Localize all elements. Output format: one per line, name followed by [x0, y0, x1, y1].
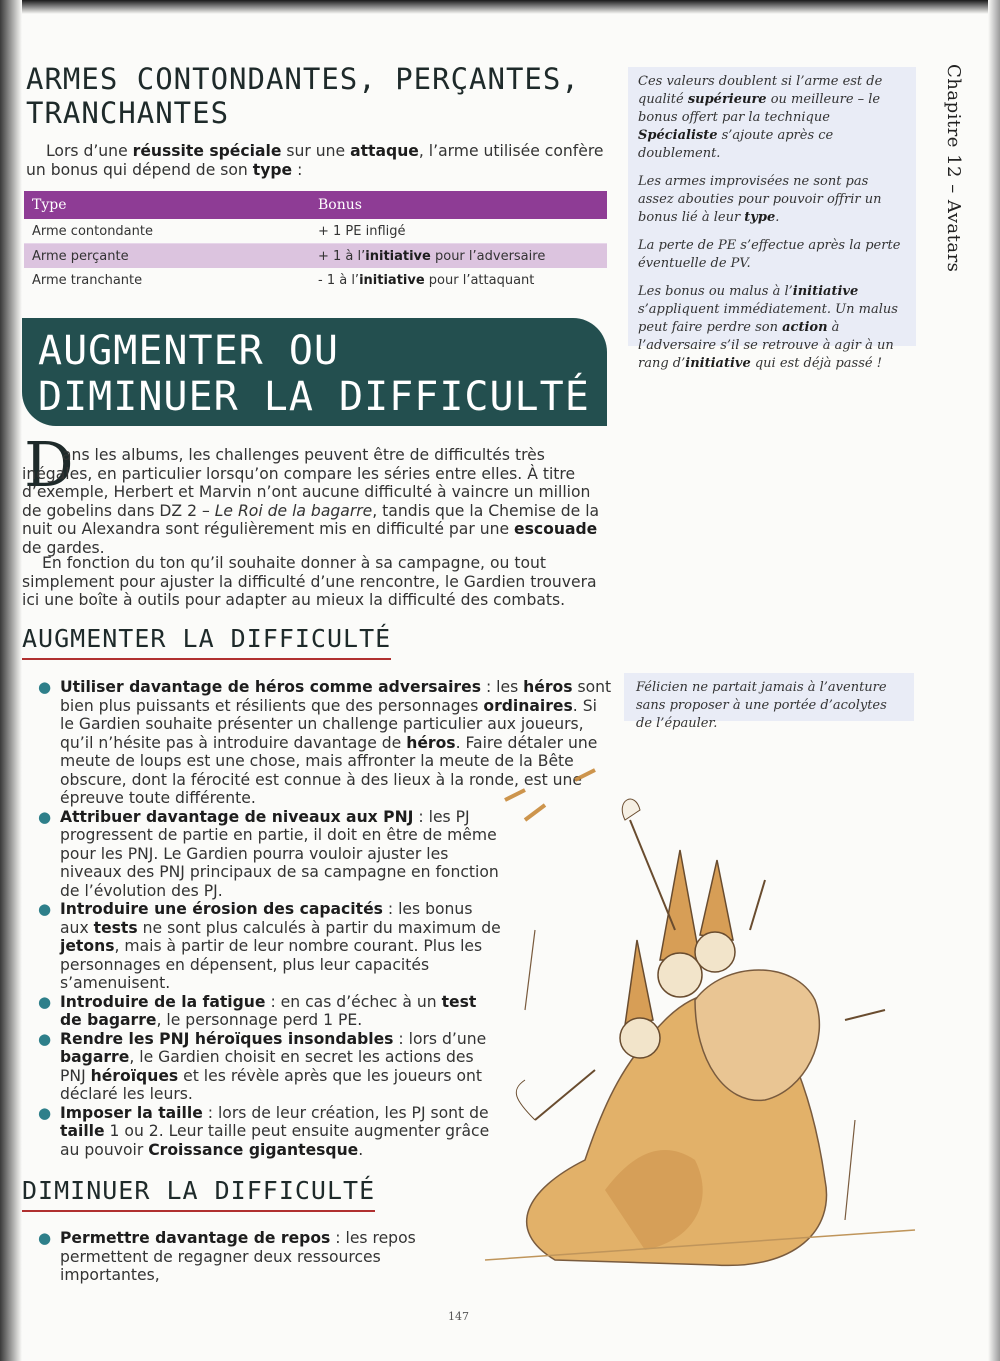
illustration-gnome-tower: [465, 760, 945, 1280]
sidebar-note: [638, 173, 906, 227]
bullet-icon: ●: [38, 1029, 52, 1048]
table-cell-type: Arme tranchante: [32, 272, 143, 288]
bold-term: action: [782, 320, 828, 335]
text-run: à l’adversaire s’il se retrouve à agir à un rang d’: [638, 320, 894, 371]
bullet-icon: ●: [38, 900, 52, 918]
list-item: [28, 993, 503, 1030]
table-cell-type: Arme contondante: [24, 219, 310, 244]
text-run: : lors de leur création, les PJ sont de: [202, 1103, 489, 1122]
list-item-title: Attribuer davantage de niveaux aux PNJ: [60, 807, 414, 826]
chapter-tab: [942, 64, 966, 284]
text-run: s’appliquent immédiatement. Un malus peut faire perdre son: [638, 302, 898, 335]
text-run: : en cas d’échec à un: [265, 992, 442, 1011]
bold-term: initiative: [792, 284, 859, 299]
table-row: [24, 244, 607, 269]
bold-term: taille: [60, 1122, 105, 1140]
list-item: [28, 900, 503, 993]
text-run: ou meilleure – le bonus offert par la technique: [638, 92, 881, 125]
sidebar-note: [638, 283, 906, 373]
text-run: et les révèle après que les joueurs ont déclaré les leurs.: [60, 1066, 482, 1103]
text-run: : lors d’une: [393, 1029, 487, 1048]
heading-increase-difficulty: AUGMENTER LA DIFFICULTÉ: [22, 624, 391, 660]
heading-weapons: ARMES CONTONDANTES, PERÇANTES, TRANCHANTES: [26, 62, 580, 130]
bullet-icon: ●: [38, 992, 52, 1011]
illustration-caption-box: [624, 673, 914, 731]
text-run: : les repos permettent de regagner deux ressources importantes,: [60, 1229, 416, 1284]
text-run: : les bonus aux: [60, 900, 473, 937]
weapon-bonus-table: [24, 191, 607, 292]
table-cell-type: Arme perçante: [24, 244, 310, 269]
text-run: sont bien plus puissants et résilients que des personnages: [60, 678, 612, 715]
bold-term: jetons: [60, 937, 115, 955]
heading-decrease-difficulty: DIMINUER LA DIFFICULTÉ: [22, 1176, 375, 1212]
banner-title-line-2: DIMINUER LA DIFFICULTÉ: [38, 374, 590, 420]
bold-term: Croissance gigantesque: [148, 1140, 359, 1159]
list-item-title: Imposer la taille: [60, 1103, 203, 1122]
page-number: 147: [448, 1310, 469, 1323]
list-item: [28, 1229, 458, 1285]
text-run: Ces valeurs doublent si l’arme est de qualité: [638, 74, 883, 107]
text-run: : les PJ progressent de partie en partie, il doit en être de même pour les PNJ. Le Gardien pourra vouloir ajuster les niveaux des PNJ principaux de sa campagne en fonction de l’évolution des PJ.: [60, 807, 499, 900]
banner-title-line-1: AUGMENTER OU: [38, 328, 339, 374]
bold-term: supérieure: [687, 92, 767, 107]
text-run: , mais à partir de leur nombre courant. Plus les personnages en dépensent, plus leur capacités s’amenuisent.: [60, 937, 483, 992]
banner-title: [38, 328, 590, 420]
list-item: [28, 1030, 503, 1104]
text-run: La perte de PE s’effectue après la perte éventuelle de PV.: [638, 238, 901, 271]
list-item-title: Introduire une érosion des capacités: [60, 900, 383, 918]
page-gutter-shadow: [0, 0, 22, 1361]
section-banner: [22, 318, 607, 426]
bullet-icon: ●: [38, 807, 52, 826]
text-run: . Faire détaler une meute de loups est une chose, mais affronter la meute de la Bête obscure, dont la férocité est connue à des lieux à la ronde, est une épreuve toute différente.: [60, 733, 598, 807]
table-row: [24, 268, 607, 292]
text-run: , le personnage perd 1 PE.: [156, 1011, 363, 1029]
list-item: [28, 808, 503, 901]
bold-term: bagarre: [60, 1048, 130, 1066]
text-run: Les armes improvisées ne sont pas assez abouties pour pouvoir offrir un bonus lié à leur: [638, 174, 882, 225]
drop-cap: D: [24, 428, 74, 501]
bullet-icon: ●: [38, 1229, 52, 1247]
sidebar-note: [638, 73, 906, 163]
weapons-intro: Lors d’une réussite spéciale sur une attaque, l’arme utilisée confère un bonus qui dépend de son type :: [26, 142, 604, 179]
bold-term: tests: [93, 918, 138, 937]
table-header-row: [24, 191, 607, 219]
list-item-title: Rendre les PNJ héroïques insondables: [60, 1029, 394, 1048]
list-item-title: Permettre davantage de repos: [60, 1229, 331, 1247]
table-header-bonus: Bonus: [310, 191, 607, 219]
list-item: [28, 1104, 503, 1160]
table-cell-bonus: + 1 PE infligé: [310, 219, 607, 244]
bold-term: ordinaires: [483, 696, 573, 715]
text-run: . Si le Gardien souhaite présenter un challenge particulier aux joueurs, qu’il n’hésite pas à introduire davantage de: [60, 696, 597, 752]
bullet-icon: ●: [38, 678, 52, 696]
illustration-caption: Félicien ne partait jamais à l’aventure sans proposer à une portée d’acolytes de l’épauler.: [636, 680, 887, 731]
text-run: .: [775, 210, 780, 225]
bold-term: héros: [523, 678, 573, 696]
paragraph-albums: ans les albums, les challenges peuvent être de difficultés très inégales, en particulier lorsqu’on compare les séries entre elles. À titre d’exemple, Herbert et Marvin n’ont aucune difficulté à vaincre un million de gobelins dans DZ 2 – Le Roi de la bagarre, tandis que la Chemise de la nuit ou Alexandra sont régulièrement mis en difficulté par une escouade de gardes.: [22, 446, 600, 557]
table-cell-bonus: + 1 à l’initiative pour l’adversaire: [310, 244, 607, 269]
list-item-title: Utiliser davantage de héros comme adversaires: [60, 678, 481, 696]
list-item-title: Introduire de la fatigue: [60, 992, 266, 1011]
page-edge-shadow: [988, 0, 1000, 1361]
chapter-tab-label: Chapitre 12 – Avatars: [943, 64, 964, 273]
text-run: , le Gardien choisit en secret les actions des PNJ: [60, 1048, 474, 1085]
text-run: .: [358, 1140, 364, 1159]
decrease-difficulty-list: [28, 1229, 458, 1285]
text-run: Les bonus ou malus à l’: [638, 284, 793, 299]
page-top-shadow: [0, 0, 1000, 14]
bold-term: Spécialiste: [638, 128, 718, 143]
table-row: [24, 219, 607, 244]
text-run: ne sont plus calculés à partir du maximum de: [137, 918, 501, 937]
bold-term: type: [744, 210, 776, 225]
sidebar-notes: [628, 67, 916, 371]
text-run: s’ajoute après ce doublement.: [638, 128, 834, 161]
paragraph-toolbox: En fonction du ton qu’il souhaite donner à sa campagne, ou tout simplement pour ajuster la difficulté d’une rencontre, le Gardien trouvera ici une boîte à outils pour adapter au mieux la difficulté des combats.: [22, 554, 597, 609]
table-header-type: Type: [24, 191, 310, 219]
bold-term: initiative: [685, 356, 751, 371]
sidebar-note: [638, 237, 906, 273]
bold-term: héroïques: [90, 1066, 179, 1085]
text-run: : les: [480, 678, 524, 696]
text-run: 1 ou 2. Leur taille peut ensuite augmenter grâce au pouvoir: [60, 1122, 490, 1159]
table-cell-bonus: - 1 à l’initiative pour l’attaquant: [318, 272, 535, 288]
bold-term: héros: [406, 733, 456, 752]
text-run: qui est déjà passé !: [750, 356, 882, 371]
bold-term: test de bagarre: [60, 992, 477, 1029]
bullet-icon: ●: [38, 1103, 52, 1122]
